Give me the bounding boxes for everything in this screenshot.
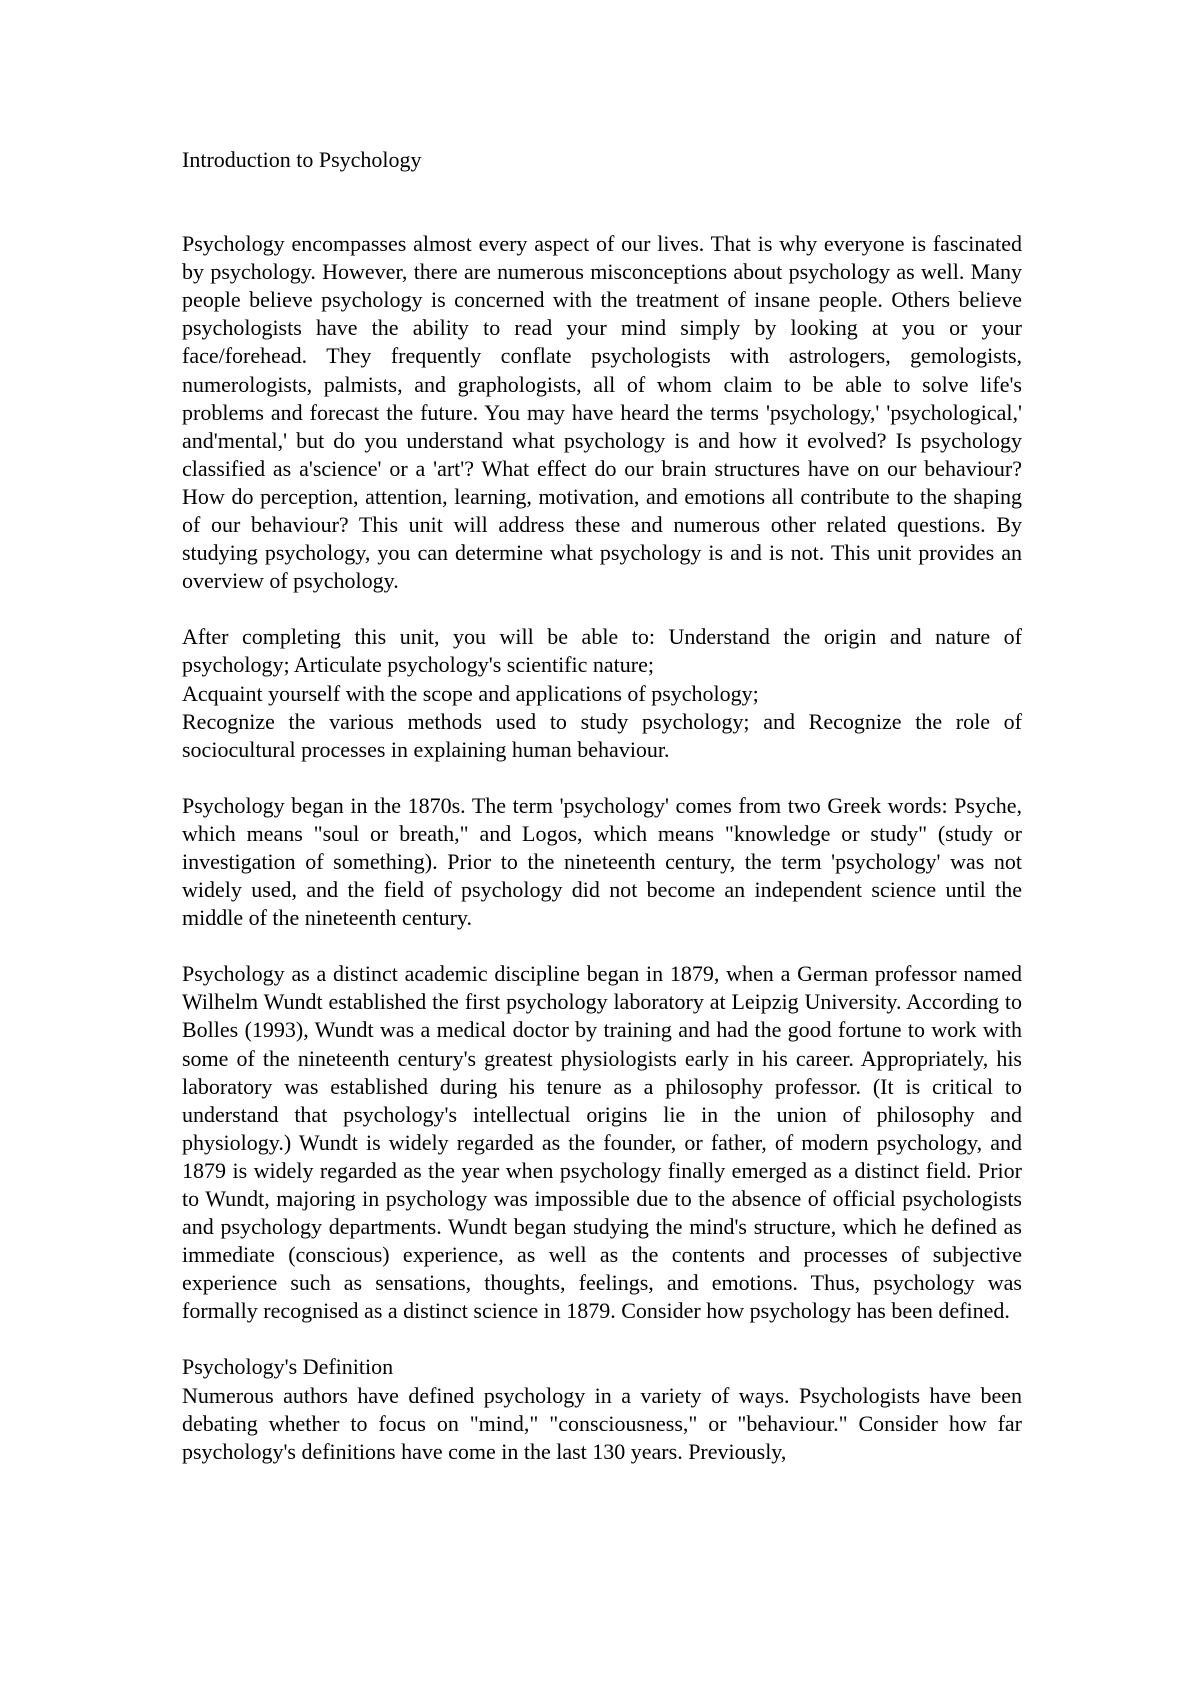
- definition-heading: Psychology's Definition: [182, 1354, 394, 1380]
- wundt-paragraph: Psychology as a distinct academic discipline began in 1879, when a German professor named Wilhelm Wundt established the first psychology laboratory at Leipzig University. According to Bolles (1993), Wundt was a medical doctor by training and had the good fortune to work with some of the nineteenth century's greatest physiologists early in his career. Appropriately, his laboratory was established during his tenure as a philosophy professor. (It is critical to understand that psychology's intellectual origins lie in the union of philosophy and physiology.) Wundt is widely regarded as the founder, or father, of modern psychology, and 1879 is widely regarded as the year when psychology finally emerged as a distinct field. Prior to Wundt, majoring in psychology was impossible due to the absence of official psychologists and psychology departments. Wundt began studying the mind's structure, which he defined as immediate (conscious) experience, as well as the contents and processes of subjective experience such as sensations, thoughts, feelings, and emotions. Thus, psychology was formally recognised as a distinct science in 1879. Consider how psychology has been defined.: [182, 961, 1022, 1324]
- definition-paragraph: Numerous authors have defined psychology in a variety of ways. Psychologists have been debating whether to focus on "mind," "consciousness," or "behaviour." Consider how far psychology's definitions have come in the last 130 years. Previously,: [182, 1382, 1022, 1464]
- spacer: [182, 595, 1022, 623]
- spacer: [182, 764, 1022, 792]
- document-body: [182, 146, 1022, 1466]
- objectives-block: [182, 623, 1022, 763]
- origin-paragraph: Psychology began in the 1870s. The term 'psychology' comes from two Greek words: Psyche, which means "soul or breath," and Logos, which means "knowledge or study" (study or investigation of something). Prior to the nineteenth century, the term 'psychology' was not widely used, and the field of psychology did not become an independent science until the middle of the nineteenth century.: [182, 792, 1022, 931]
- spacer: [182, 1325, 1022, 1353]
- spacer: [182, 932, 1022, 960]
- objectives-line-methods: Recognize the various methods used to study psychology; and Recognize the role of sociocultural processes in explaining human behaviour.: [182, 708, 1022, 762]
- document-title: Introduction to Psychology: [182, 147, 422, 172]
- objectives-line-scope: Acquaint yourself with the scope and applications of psychology;: [182, 680, 759, 706]
- intro-paragraph: Psychology encompasses almost every aspect of our lives. That is why everyone is fascinated by psychology. However, there are numerous misconceptions about psychology as well. Many people believe psychology is concerned with the treatment of insane people. Others believe psychologists have the ability to read your mind simply by looking at you or your face/forehead. They frequently conflate psychologists with astrologers, gemologists, numerologists, palmists, and graphologists, all of whom claim to be able to solve life's problems and forecast the future. You may have heard the terms 'psychology,' 'psychological,' and'mental,' but do you understand what psychology is and how it evolved? Is psychology classified as a'science' or a 'art'? What effect do our brain structures have on our behaviour? How do perception, attention, learning, motivation, and emotions all contribute to the shaping of our behaviour? This unit will address these and numerous other related questions. By studying psychology, you can determine what psychology is and is not. This unit provides an overview of psychology.: [182, 231, 1022, 594]
- objectives-intro: After completing this unit, you will be able to: Understand the origin and nature of psychology; Articulate psychology's scientific nature;: [182, 624, 1022, 678]
- spacer: [182, 174, 1022, 230]
